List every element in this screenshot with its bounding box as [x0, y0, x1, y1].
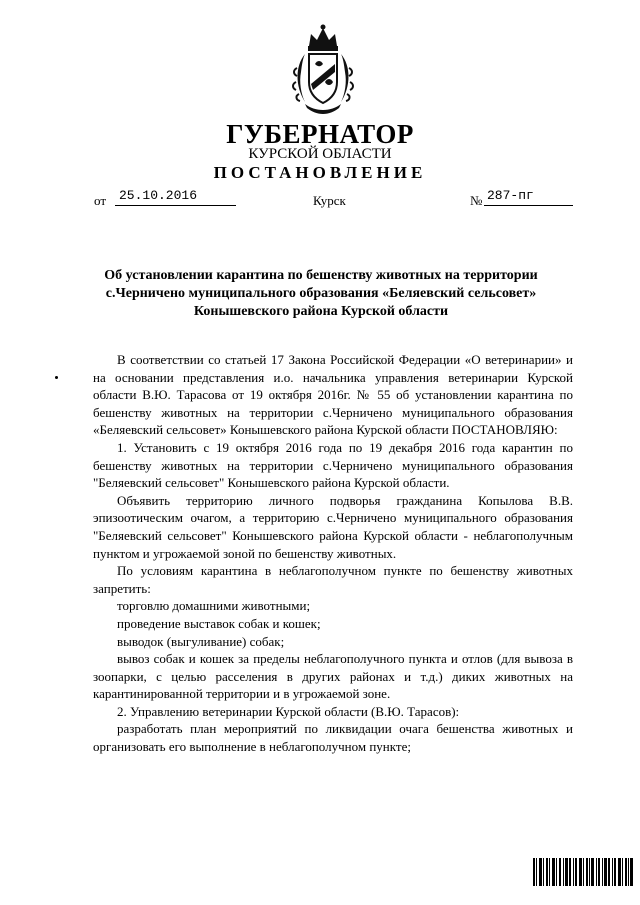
city-label: Курск	[313, 193, 346, 208]
paragraph-prohibit: По условиям карантина в неблагополучном пункте по бешенству животных запретить:	[93, 563, 573, 596]
title-line-1: Об установлении карантина по бешенству животных на территории	[104, 268, 538, 283]
number-value: 287-пг	[487, 188, 534, 203]
coat-of-arms-icon	[291, 24, 355, 116]
title-line-2: с.Черничено муниципального образования «Беляевский сельсовет»	[105, 286, 537, 301]
list-item: проведение выставок собак и кошек;	[117, 615, 321, 631]
margin-dot	[55, 376, 58, 379]
paragraph-plan: разработать план мероприятий по ликвидации очага бешенства животных и организовать его выполнение в неблагополучном пункте;	[93, 721, 573, 755]
paragraph-item-2: 2. Управлению ветеринарии Курской области (В.Ю. Тарасов):	[117, 703, 460, 719]
date-field	[115, 188, 236, 206]
title-line-3: Конышевского района Курской области	[193, 304, 449, 319]
date-prefix: от	[94, 193, 107, 208]
list-item: выводок (выгуливание) собак;	[117, 633, 285, 649]
document-body	[93, 351, 573, 756]
number-prefix: №	[470, 193, 483, 208]
paragraph-preamble: В соответствии со статьей 17 Закона Российской Федерации «О ветеринарии» и на основании представления и.о. начальника управления ветеринарии Курской области В.Ю. Тарасова от 19 октября 2016г. № 55 об установлении карантина по бешенству животных на территории с.Черничено муниципального образования «Беляевский сельсовет» Конышевского района Курской области ПОСТАНОВЛЯЮ:	[93, 352, 573, 438]
paragraph-export-ban: вывоз собак и кошек за пределы неблагополучного пункта и отлов (для вывоза в зоопарки, с целью расселения в других районах и т.д.) диких животных на карантинированной территории и в угрожаемой зоне.	[93, 651, 573, 702]
document-title	[60, 267, 582, 321]
barcode-icon	[533, 858, 633, 886]
paragraph-item-1: 1. Установить с 19 октября 2016 года по 19 декабря 2016 года карантин по бешенству животных на территории с.Черничено муниципального образования "Беляевский сельсовет" Конышевского района Курской области.	[93, 439, 573, 491]
decree-type-heading: ПОСТАНОВЛЕНИЕ	[213, 163, 427, 182]
paragraph-declare: Объявить территорию личного подворья гражданина Копылова В.В. эпизоотическим очагом, а территорию с.Черничено муниципального образования "Беляевский сельсовет" Конышевского района Курской области - неблагополучным пунктом и угрожаемой зоной по бешенству животных.	[93, 492, 573, 561]
list-item: торговлю домашними животными;	[117, 598, 311, 614]
governor-heading: ГУБЕРНАТОР	[226, 119, 414, 149]
region-heading: КУРСКОЙ ОБЛАСТИ	[248, 146, 392, 162]
date-value: 25.10.2016	[119, 188, 198, 203]
number-field	[484, 188, 573, 206]
